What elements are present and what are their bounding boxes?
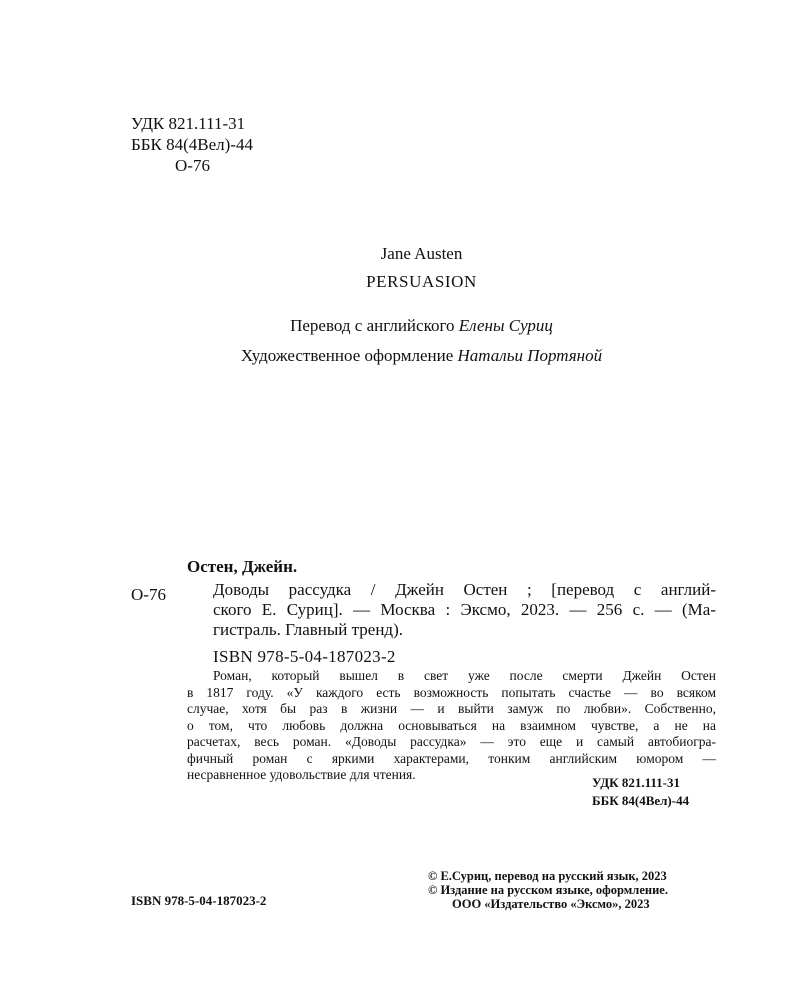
original-title: PERSUASION (366, 272, 477, 291)
annotation-line: несравненное удовольствие для чтения. (187, 767, 416, 782)
annotation (187, 668, 716, 784)
classification-bottom (592, 774, 689, 810)
bib-description-line: ского Е. Суриц]. — Москва : Эксмо, 2023. — 256 с. — (Ма- (213, 600, 716, 619)
bib-author-mark: О-76 (131, 585, 166, 604)
bib-description (213, 580, 716, 640)
bib-description-line: гистраль. Главный тренд). (213, 620, 403, 639)
copyright-publisher: ООО «Издательство «Эксмо», 2023 (452, 897, 650, 911)
author-mark: О-76 (175, 156, 210, 175)
copyright-edition: © Издание на русском языке, оформление. (428, 883, 668, 897)
design-prefix: Художественное оформление (240, 346, 454, 365)
original-author: Jane Austen (380, 244, 463, 263)
annotation-line: в 1817 году. «У каждого есть возможность попытать счастье — во всяком (187, 684, 716, 700)
udk-code: УДК 821.111-31 (592, 775, 680, 790)
annotation-line: Роман, который вышел в свет уже после смерти Джейн Остен (213, 668, 716, 683)
annotation-line: о том, что любовь должна основываться на взаимном чувстве, а не на (187, 717, 716, 733)
udk-code: УДК 821.111-31 (131, 114, 246, 133)
bib-description-line: Доводы рассудка / Джейн Остен ; [перевод с англий- (213, 580, 716, 599)
classification-top (131, 113, 253, 176)
bib-isbn: ISBN 978-5-04-187023-2 (213, 647, 396, 666)
bbk-code: ББК 84(4Вел)-44 (592, 793, 690, 808)
isbn-bottom: ISBN 978-5-04-187023-2 (131, 893, 267, 908)
bbk-code: ББК 84(4Вел)-44 (131, 135, 253, 154)
copyright-translation: © Е.Суриц, перевод на русский язык, 2023 (428, 869, 667, 883)
designer-name: Натальи Портяной (457, 346, 603, 365)
bib-author-heading: Остен, Джейн. (187, 557, 298, 576)
translation-prefix: Перевод с английского (290, 316, 455, 335)
annotation-line: случае, хотя бы раз в жизни — и выйти замуж по любви». Собственно, (187, 701, 716, 716)
annotation-line: расчетах, весь роман. «Доводы рассудка» — это еще и самый автобиогра- (187, 734, 716, 749)
copyright-block (428, 869, 668, 911)
annotation-line: фичный роман с яркими характерами, тонким английским юмором — (187, 750, 716, 766)
translation-credit (0, 316, 800, 336)
translator-name: Елены Суриц (458, 316, 553, 335)
design-credit (0, 346, 800, 366)
